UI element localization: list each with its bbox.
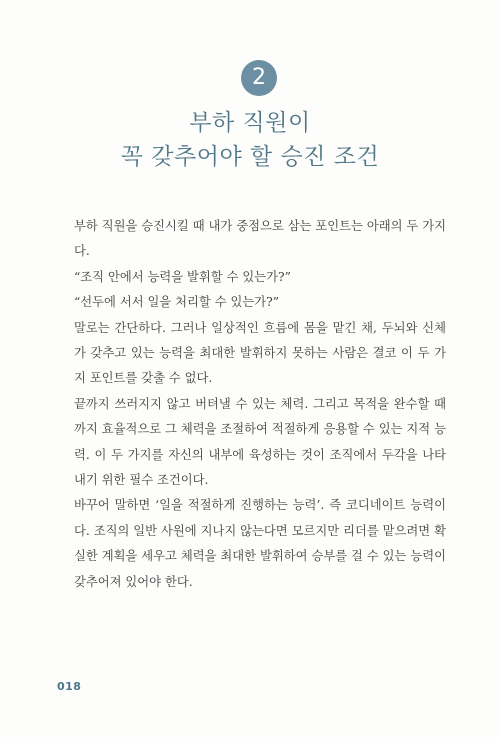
- chapter-number-badge: 2: [241, 60, 277, 96]
- paragraph: 바꾸어 말하면 ‘일을 적절하게 진행하는 능력’. 즉 코디네이트 능력이다. 조직의 일반 사원에 지나지 않는다면 모르지만 리더를 맡으려면 확실한 계획을 세우고 체력을 최대한 발휘하여 승부를 걸 수 있는 능력이 갖추어져 있어야 한다.: [74, 498, 446, 589]
- chapter-title-line-2: 꼭 갖추어야 할 승진 조건: [120, 144, 380, 170]
- page-number: 018: [57, 680, 82, 693]
- body-text: [74, 214, 446, 595]
- paragraph: 부하 직원을 승진시킬 때 내가 중점으로 삼는 포인트는 아래의 두 가지다.: [74, 219, 446, 259]
- paragraph: “선두에 서서 일을 처리할 수 있는가?”: [74, 295, 280, 310]
- paragraph: “조직 안에서 능력을 발휘할 수 있는가?”: [74, 269, 291, 284]
- chapter-title-line-1: 부하 직원이: [189, 110, 311, 136]
- paragraph: 끝까지 쓰러지지 않고 버텨낼 수 있는 체력. 그리고 목적을 완수할 때까지 효율적으로 그 체력을 조절하여 적절하게 응용할 수 있는 지적 능력. 이 두 가지를 자신의 내부에 육성하는 것이 조직에서 두각을 나타내기 위한 필수 조건이다.: [74, 396, 446, 488]
- paragraph: 말로는 간단하다. 그러나 일상적인 흐름에 몸을 맡긴 채, 두뇌와 신체가 갖추고 있는 능력을 최대한 발휘하지 못하는 사람은 결코 이 두 가지 포인트를 갖출 수 없다.: [74, 320, 446, 386]
